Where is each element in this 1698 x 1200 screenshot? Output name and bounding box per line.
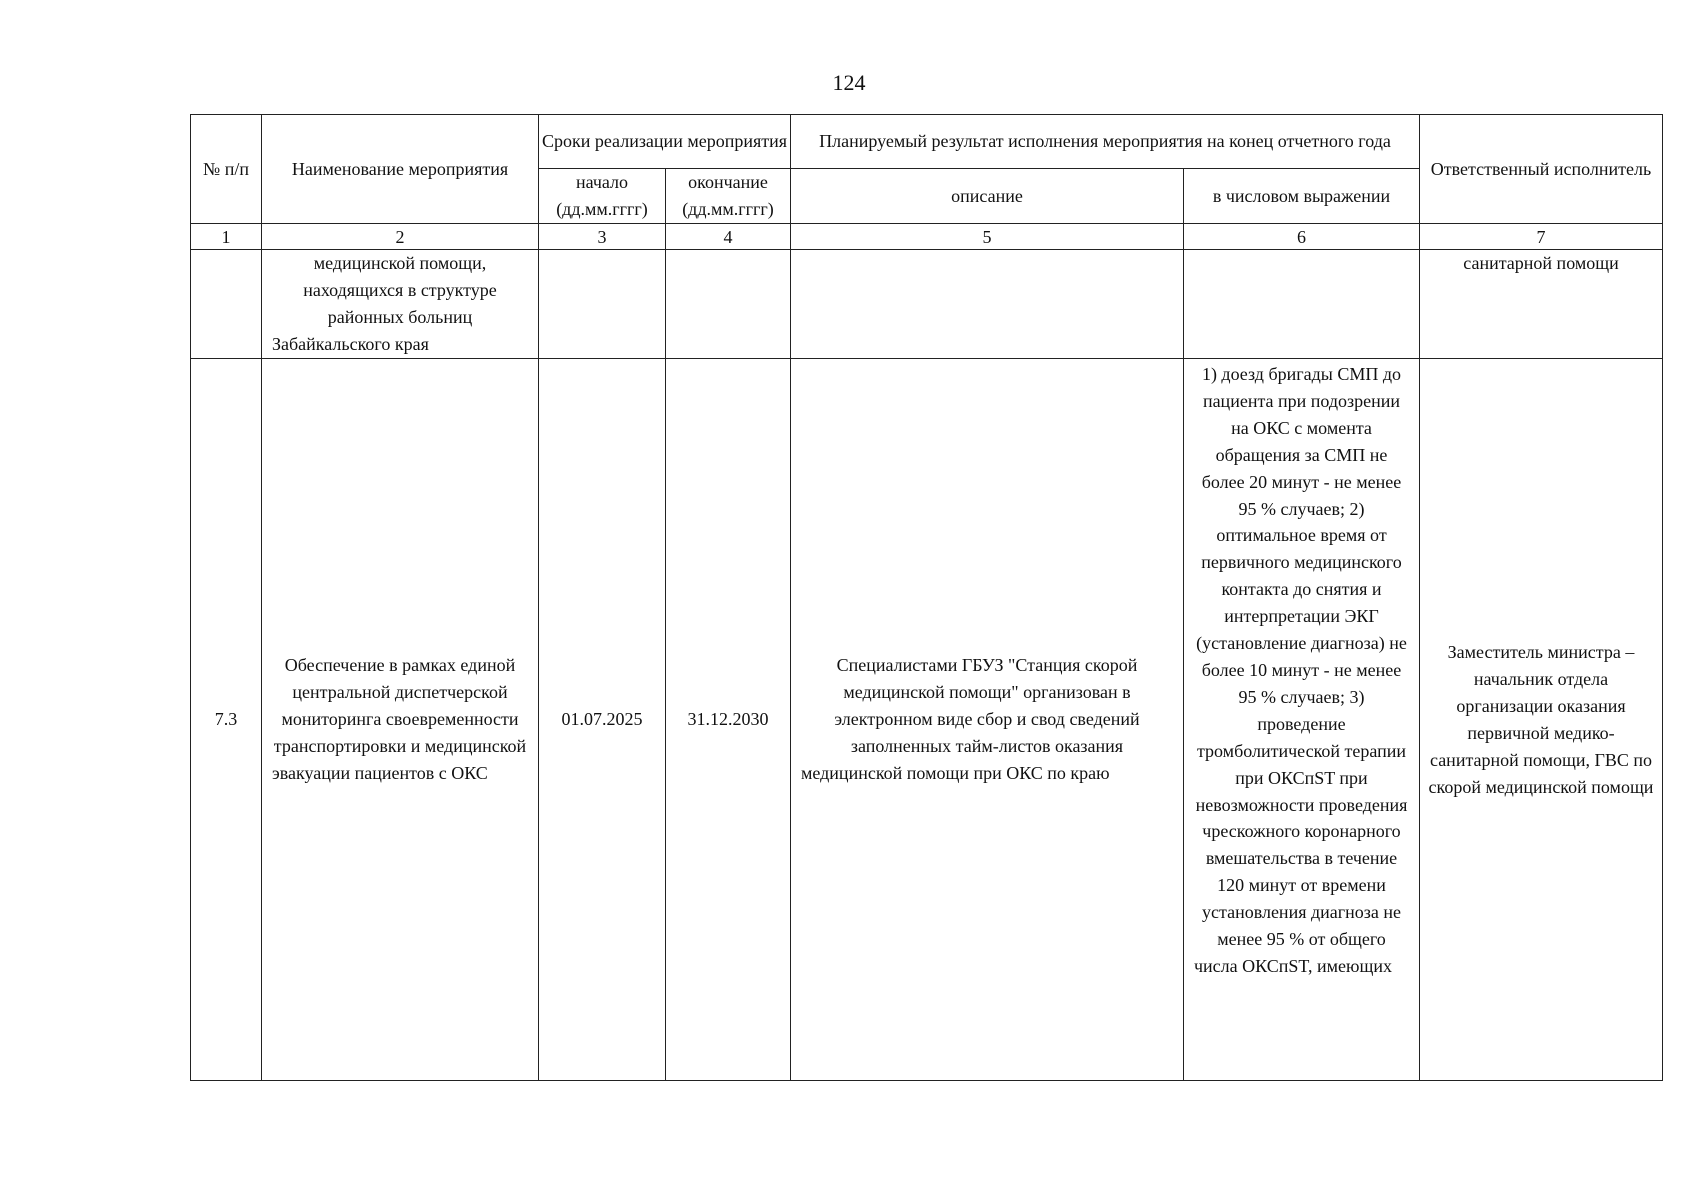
activities-table bbox=[190, 114, 1663, 1081]
column-index: 3 bbox=[539, 224, 666, 250]
cell-description: Специалистами ГБУЗ "Станция скорой медицинской помощи" организован в электронном виде сбор и свод сведений заполненных тайм-листов оказания медицинской помощи при ОКС по краю bbox=[791, 359, 1184, 1081]
header-responsible: Ответственный исполнитель bbox=[1420, 115, 1663, 224]
column-index: 2 bbox=[262, 224, 539, 250]
header-end: окончание (дд.мм.гггг) bbox=[666, 169, 791, 224]
header-row-1 bbox=[191, 115, 1663, 169]
column-index: 7 bbox=[1420, 224, 1663, 250]
header-terms: Сроки реализации мероприятия bbox=[539, 115, 791, 169]
cell-name: медицинской помощи, находящихся в структуре районных больниц Забайкальского края bbox=[262, 250, 539, 359]
cell-numeric bbox=[1184, 250, 1420, 359]
column-index: 1 bbox=[191, 224, 262, 250]
cell-description bbox=[791, 250, 1184, 359]
header-name: Наименование мероприятия bbox=[262, 115, 539, 224]
cell-start: 01.07.2025 bbox=[539, 359, 666, 1081]
column-index: 5 bbox=[791, 224, 1184, 250]
table-row-7-3 bbox=[191, 359, 1663, 1081]
header-result: Планируемый результат исполнения мероприятия на конец отчетного года bbox=[791, 115, 1420, 169]
column-index: 4 bbox=[666, 224, 791, 250]
cell-num: 7.3 bbox=[191, 359, 262, 1081]
cell-end: 31.12.2030 bbox=[666, 359, 791, 1081]
cell-end bbox=[666, 250, 791, 359]
cell-name: Обеспечение в рамках единой центральной диспетчерской мониторинга своевременности транспортировки и медицинской эвакуации пациентов с ОКС bbox=[262, 359, 539, 1081]
cell-num bbox=[191, 250, 262, 359]
cell-responsible: санитарной помощи bbox=[1420, 250, 1663, 359]
cell-start bbox=[539, 250, 666, 359]
header-num: № п/п bbox=[191, 115, 262, 224]
page-number: 124 bbox=[832, 70, 866, 95]
header-numeric: в числовом выражении bbox=[1184, 169, 1420, 224]
header-description: описание bbox=[791, 169, 1184, 224]
column-index-row bbox=[191, 224, 1663, 250]
cell-numeric: 1) доезд бригады СМП до пациента при подозрении на ОКС с момента обращения за СМП не более 20 минут - не менее 95 % случаев; 2) оптимальное время от первичного медицинского контакта до снятия и интерпретации ЭКГ (установление диагноза) не более 10 минут - не менее 95 % случаев; 3) проведение тромболитической терапии при ОКСпST при невозможности проведения чрескожного коронарного вмешательства в течение 120 минут от времени установления диагноза не менее 95 % от общего числа ОКСпST, имеющих bbox=[1184, 359, 1420, 1081]
header-start: начало (дд.мм.гггг) bbox=[539, 169, 666, 224]
cell-responsible: Заместитель министра – начальник отдела организации оказания первичной медико-санитарной помощи, ГВС по скорой медицинской помощи bbox=[1420, 359, 1663, 1081]
column-index: 6 bbox=[1184, 224, 1420, 250]
table-row-continued bbox=[191, 250, 1663, 359]
